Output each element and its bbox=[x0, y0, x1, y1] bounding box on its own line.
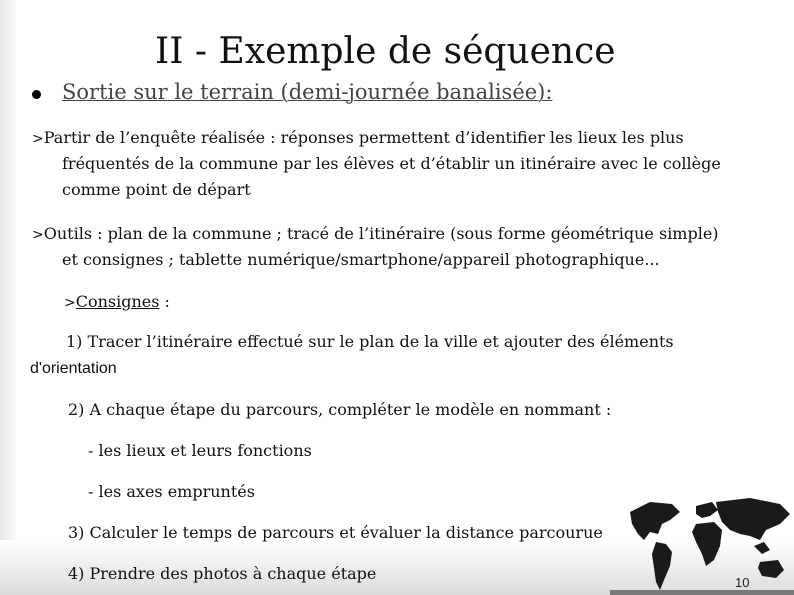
step-2: 2) A chaque étape du parcours, compléter le modèle en nommant : bbox=[68, 400, 612, 419]
item-enquete-line3: comme point de départ bbox=[62, 180, 251, 199]
step-1-line2: d'orientation bbox=[30, 360, 117, 377]
page-number: 10 bbox=[735, 575, 750, 590]
bullet-icon bbox=[32, 90, 41, 99]
consignes-label: Consignes bbox=[75, 292, 160, 311]
step-2-sub-a: - les lieux et leurs fonctions bbox=[88, 441, 312, 460]
left-decor-bar bbox=[0, 0, 16, 595]
consignes-heading bbox=[64, 289, 170, 316]
slide-subtitle: Sortie sur le terrain (demi-journée banalisée): bbox=[62, 80, 553, 104]
item-enquete-line2: fréquentés de la commune par les élèves et d’établir un itinéraire avec le collège bbox=[62, 154, 721, 173]
world-map-graphic bbox=[610, 490, 794, 595]
consignes-suffix: : bbox=[159, 292, 170, 311]
item-outils-line2: et consignes ; tablette numérique/smartphone/appareil photographique... bbox=[62, 250, 660, 269]
slide-title: II - Exemple de séquence bbox=[155, 31, 616, 72]
step-3: 3) Calculer le temps de parcours et évaluer la distance parcourue bbox=[68, 523, 603, 542]
item-outils-line1: Outils : plan de la commune ; tracé de l’itinéraire (sous forme géométrique simple) bbox=[43, 224, 719, 243]
step-1-line1: 1) Tracer l’itinéraire effectué sur le plan de la ville et ajouter des éléments bbox=[66, 332, 674, 351]
step-4: 4) Prendre des photos à chaque étape bbox=[68, 564, 377, 583]
arrow-icon: > bbox=[32, 131, 44, 147]
item-enquete-line1: Partir de l’enquête réalisée : réponses permettent d’identifier les lieux les plus bbox=[43, 128, 684, 147]
step-2-sub-b: - les axes empruntés bbox=[88, 482, 255, 501]
arrow-icon: > bbox=[32, 227, 44, 243]
arrow-icon: > bbox=[64, 295, 76, 311]
